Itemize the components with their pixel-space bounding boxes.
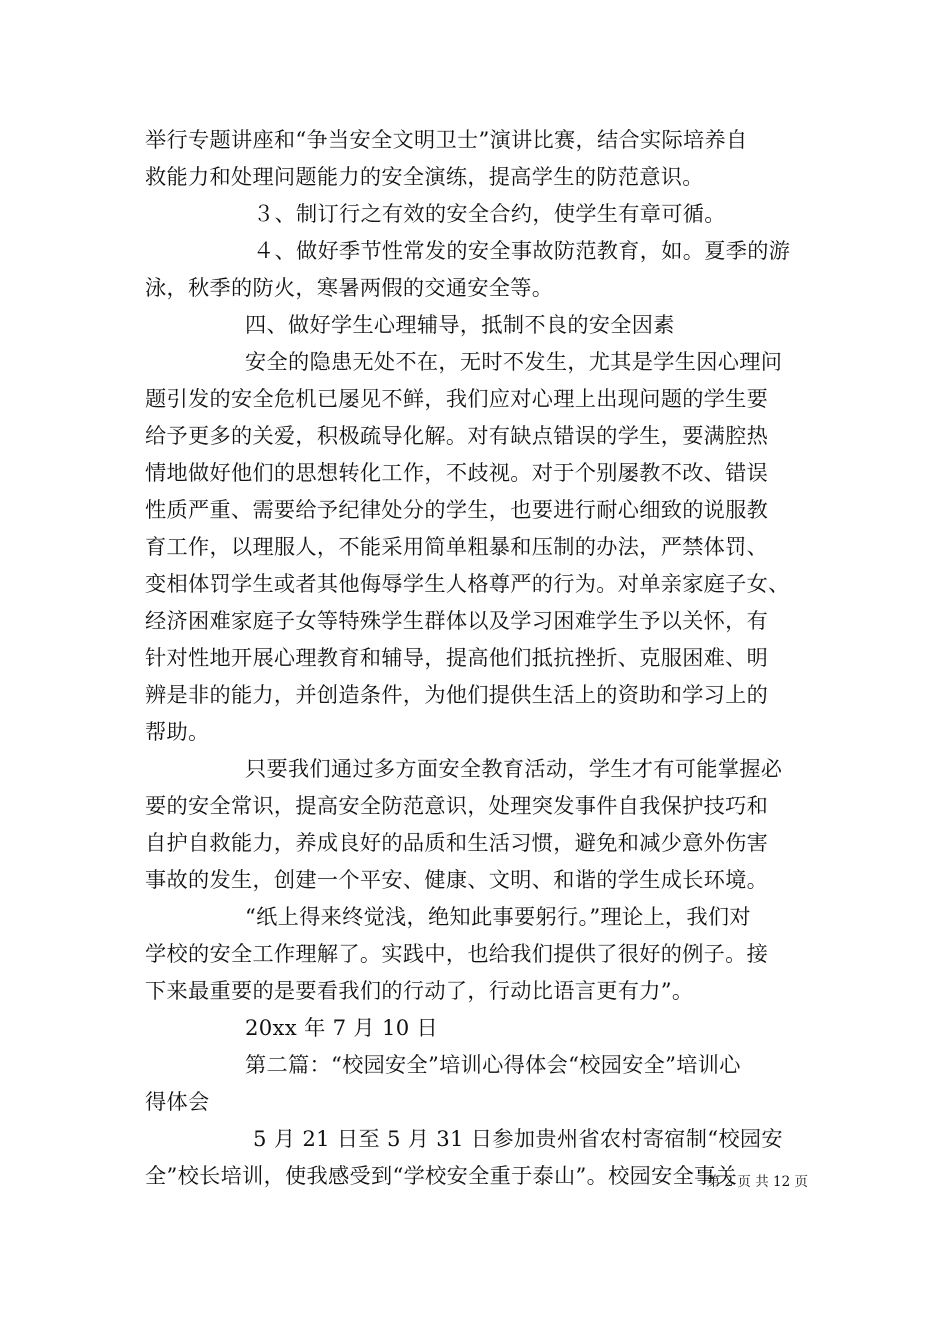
text-line: 变相体罚学生或者其他侮辱学生人格尊严的行为。对单亲家庭子女、 [145,571,790,596]
text-line: 全”校长培训，使我感受到“学校安全重于泰山”。校园安全事关 [145,1163,738,1188]
section-heading [145,306,815,343]
text-line: 事故的发生，创建一个平安、健康、文明、和谐的学生成长环境。 [145,867,769,892]
text-line: ３、制订行之有效的安全合约，使学生有章可循。 [253,201,726,226]
text-line: 四、做好学生心理辅导，抵制不良的安全因素 [245,312,675,337]
text-line: 5 月 21 日至 5 月 31 日参加贵州省农村寄宿制“校园安 [253,1126,783,1151]
text-line: 得体会 [145,1089,210,1114]
paragraph [145,750,815,898]
text-line: 性质严重、需要给予纪律处分的学生，也要进行耐心细致的说服教 [145,497,769,522]
paragraph [145,195,815,232]
text-line: 育工作，以理服人，不能采用简单粗暴和压制的办法，严禁体罚、 [145,534,769,559]
date-line [145,1009,815,1046]
text-line: 辨是非的能力，并创造条件，为他们提供生活上的资助和学习上的 [145,682,769,707]
text-line: 安全的隐患无处不在，无时不发生，尤其是学生因心理问 [245,349,783,374]
text-line: 学校的安全工作理解了。实践中，也给我们提供了很好的例子。接 [145,941,769,966]
text-line: 20xx 年 7 月 10 日 [245,1015,439,1040]
text-line: 救能力和处理问题能力的安全演练，提高学生的防范意识。 [145,164,704,189]
text-line: 泳，秋季的防火，寒暑两假的交通安全等。 [145,275,554,300]
text-line: 给予更多的关爱，积极疏导化解。对有缺点错误的学生，要满腔热 [145,423,769,448]
text-line: 只要我们通过多方面安全教育活动，学生才有可能掌握必 [245,756,783,781]
text-line: 自护自救能力，养成良好的品质和生活习惯，避免和减少意外伤害 [145,830,769,855]
paragraph [145,898,815,1009]
text-line: 要的安全常识，提高安全防范意识，处理突发事件自我保护技巧和 [145,793,769,818]
text-line: 经济困难家庭子女等特殊学生群体以及学习困难学生予以关怀，有 [145,608,769,633]
text-line: 情地做好他们的思想转化工作，不歧视。对于个别屡教不改、错误 [145,460,769,485]
document-body [145,121,815,1194]
text-line: 题引发的安全危机已屡见不鲜，我们应对心理上出现问题的学生要 [145,386,769,411]
text-line: “纸上得来终觉浅，绝知此事要躬行。”理论上，我们对 [245,904,751,929]
paragraph [145,232,815,306]
text-line: 下来最重要的是要看我们的行动了，行动比语言更有力”。 [145,978,694,1003]
paragraph [145,121,815,195]
text-line: 针对性地开展心理教育和辅导，提高他们抵抗挫折、克服困难、明 [145,645,769,670]
text-line: 第二篇：“校园安全”培训心得体会“校园安全”培训心 [245,1052,741,1077]
text-line: 帮助。 [145,719,210,744]
page-number-footer: 第 2 页 共 12 页 [706,1174,808,1190]
text-line: 举行专题讲座和“争当安全文明卫士”演讲比赛，结合实际培养自 [145,127,748,152]
article-title [145,1046,815,1120]
text-line: ４、做好季节性常发的安全事故防范教育，如。夏季的游 [253,238,791,263]
paragraph [145,343,815,750]
